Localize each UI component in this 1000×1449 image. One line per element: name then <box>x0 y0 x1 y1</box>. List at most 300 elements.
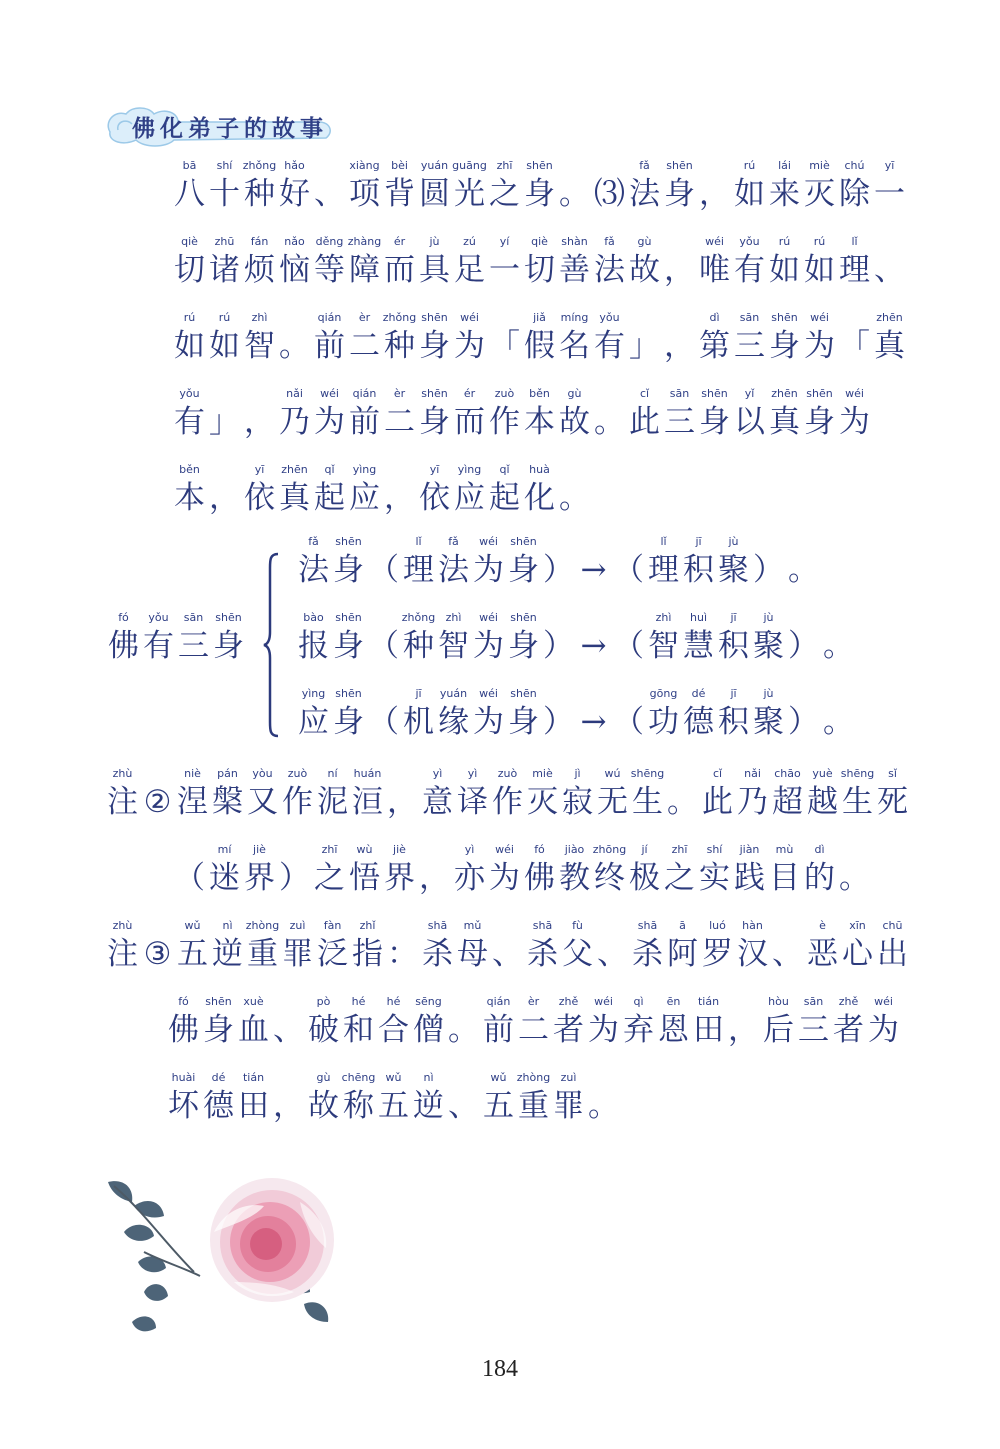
pinyin: bèi <box>391 159 408 172</box>
pinyin: shēn <box>666 159 693 172</box>
ruby-character <box>315 918 350 974</box>
ruby-character <box>506 686 541 742</box>
pinyin: yī <box>884 159 895 172</box>
hanzi: 五 <box>483 1088 514 1124</box>
pinyin: zú <box>463 235 476 248</box>
ruby-character <box>630 766 665 822</box>
pinyin: nì <box>423 1071 434 1084</box>
hanzi: 二 <box>384 404 415 440</box>
ruby-character <box>557 158 592 214</box>
ruby-character <box>681 610 716 666</box>
ruby-character <box>592 310 627 366</box>
hanzi: 身 <box>508 628 539 664</box>
hanzi: 有 <box>174 404 205 440</box>
hanzi: 为 <box>314 404 345 440</box>
ruby-character <box>207 842 242 898</box>
ruby-character <box>280 918 315 974</box>
hanzi: ） <box>279 860 310 896</box>
ruby-character <box>716 686 751 742</box>
ruby-character <box>726 994 761 1050</box>
hanzi: 故 <box>559 404 590 440</box>
hanzi: 理 <box>648 552 679 588</box>
hanzi: 界 <box>244 860 275 896</box>
ruby-character <box>662 234 697 290</box>
pinyin: huài <box>171 1071 196 1084</box>
ruby-character <box>732 234 767 290</box>
hanzi: 母 <box>457 936 488 972</box>
ruby-character <box>751 534 786 590</box>
pinyin: jù <box>763 687 774 700</box>
ruby-character <box>627 234 662 290</box>
pinyin: yòu <box>252 767 273 780</box>
ruby-character <box>471 610 506 666</box>
pinyin: qiè <box>531 235 548 248</box>
pinyin: hàn <box>742 919 763 932</box>
hanzi: 者 <box>833 1012 864 1048</box>
ruby-character <box>840 766 875 822</box>
ruby-character <box>662 158 697 214</box>
ruby-character <box>471 686 506 742</box>
pinyin: cǐ <box>639 387 650 400</box>
ruby-character <box>140 766 175 822</box>
hanzi: ） <box>543 552 574 588</box>
pinyin: shā <box>637 919 658 932</box>
ruby-character <box>417 842 452 898</box>
ruby-character <box>207 462 242 518</box>
ruby-character <box>242 842 277 898</box>
hanzi: 慧 <box>683 628 714 664</box>
hanzi: 目 <box>769 860 800 896</box>
pinyin: zhǒng <box>382 311 417 324</box>
ruby-character <box>592 842 627 898</box>
hanzi: 二 <box>349 328 380 364</box>
ruby-character <box>481 994 516 1050</box>
pinyin: xuè <box>243 995 264 1008</box>
hanzi: 等 <box>314 252 345 288</box>
hanzi: 父 <box>562 936 593 972</box>
pinyin: nǎo <box>284 235 305 248</box>
pinyin: jī <box>415 687 422 700</box>
ruby-character <box>277 386 312 442</box>
pinyin: zuò <box>287 767 308 780</box>
pinyin: bào <box>303 611 324 624</box>
pinyin: tián <box>242 1071 265 1084</box>
ruby-character <box>207 158 242 214</box>
pinyin: děng <box>315 235 344 248</box>
ruby-character <box>245 918 280 974</box>
pinyin: wéi <box>460 311 479 324</box>
ruby-character <box>557 234 592 290</box>
pinyin: lǐ <box>660 535 667 548</box>
ruby-character <box>306 994 341 1050</box>
hanzi: 功 <box>648 704 679 740</box>
ruby-character <box>411 994 446 1050</box>
pinyin: qián <box>486 995 511 1008</box>
ruby-character <box>446 1070 481 1126</box>
ruby-character <box>172 158 207 214</box>
ruby-character <box>697 158 732 214</box>
pinyin: qǐ <box>499 463 510 476</box>
pinyin: yì <box>432 767 443 780</box>
ruby-character <box>172 842 207 898</box>
pinyin: yǒu <box>599 311 620 324</box>
pinyin: qì <box>633 995 644 1008</box>
ruby-character <box>506 534 541 590</box>
hanzi: 德 <box>683 704 714 740</box>
pinyin: jí <box>641 843 648 856</box>
hanzi: 十 <box>209 176 240 212</box>
ruby-character <box>767 842 802 898</box>
ruby-character <box>411 1070 446 1126</box>
ruby-character <box>452 158 487 214</box>
pinyin: běn <box>179 463 200 476</box>
hanzi: 项 <box>349 176 380 212</box>
ruby-character <box>551 1070 586 1126</box>
hanzi: 身 <box>508 704 539 740</box>
pinyin: jī <box>695 535 702 548</box>
ruby-character <box>382 158 417 214</box>
hanzi: 智 <box>438 628 469 664</box>
ruby-character <box>347 842 382 898</box>
hanzi: ） <box>788 704 819 740</box>
pinyin: jù <box>763 611 774 624</box>
hanzi: 应 <box>349 480 380 516</box>
pinyin: yìng <box>352 463 377 476</box>
pinyin: miè <box>809 159 830 172</box>
pinyin: wú <box>604 767 621 780</box>
hanzi: 身 <box>333 552 364 588</box>
ruby-character <box>681 686 716 742</box>
hanzi: （ <box>613 628 644 664</box>
pinyin: huán <box>353 767 382 780</box>
pinyin: wéi <box>874 995 893 1008</box>
hanzi: 阿 <box>667 936 698 972</box>
hanzi: ） <box>543 628 574 664</box>
hanzi: 泛 <box>317 936 348 972</box>
hanzi: ， <box>244 404 275 440</box>
pinyin: wéi <box>479 611 498 624</box>
ruby-character <box>646 610 681 666</box>
ruby-character <box>821 610 856 666</box>
hanzi: 和 <box>343 1012 374 1048</box>
hanzi: 坏 <box>168 1088 199 1124</box>
pinyin: hǎo <box>284 159 305 172</box>
pinyin: wéi <box>479 687 498 700</box>
ruby-character <box>557 386 592 442</box>
hanzi: 一 <box>489 252 520 288</box>
pinyin: yuán <box>439 687 468 700</box>
ruby-character <box>166 994 201 1050</box>
hanzi: 作 <box>282 784 313 820</box>
hanzi: 唯 <box>699 252 730 288</box>
hanzi: 僧 <box>413 1012 444 1048</box>
ruby-character <box>366 686 401 742</box>
ruby-character <box>211 610 246 666</box>
pinyin: zhēn <box>876 311 903 324</box>
ruby-character <box>592 234 627 290</box>
hanzi: 罗 <box>702 936 733 972</box>
ruby-character <box>557 842 592 898</box>
hanzi: ， <box>699 176 730 212</box>
pinyin: zhě <box>838 995 859 1008</box>
hanzi: 切 <box>524 252 555 288</box>
ruby-character <box>821 686 856 742</box>
hanzi: 身 <box>419 328 450 364</box>
pinyin: gù <box>637 235 652 248</box>
text-line <box>166 1070 621 1126</box>
hanzi: 积 <box>718 628 749 664</box>
ruby-character <box>586 994 621 1050</box>
hanzi: 合 <box>378 1012 409 1048</box>
pinyin: zuì <box>289 919 306 932</box>
hanzi: 身 <box>333 628 364 664</box>
ruby-character <box>732 386 767 442</box>
ruby-character <box>175 766 210 822</box>
hanzi: 为 <box>473 552 504 588</box>
hanzi: 逆 <box>413 1088 444 1124</box>
ruby-character <box>751 610 786 666</box>
ruby-character <box>312 158 347 214</box>
hanzi: → <box>580 704 607 740</box>
ruby-character <box>796 994 831 1050</box>
hanzi: 、 <box>874 252 905 288</box>
ruby-character <box>455 918 490 974</box>
hanzi: 理 <box>839 252 870 288</box>
pinyin: shēn <box>510 535 537 548</box>
pinyin: yǐ <box>744 387 755 400</box>
ruby-character <box>627 386 662 442</box>
ruby-character <box>487 158 522 214</box>
hanzi: 血 <box>238 1012 269 1048</box>
ruby-character <box>627 158 662 214</box>
text-line <box>172 158 907 214</box>
hanzi: 杀 <box>632 936 663 972</box>
hanzi: 之 <box>489 176 520 212</box>
ruby-character <box>522 310 557 366</box>
pinyin: gù <box>567 387 582 400</box>
hanzi: 依 <box>244 480 275 516</box>
hanzi: 称 <box>343 1088 374 1124</box>
ruby-character <box>802 158 837 214</box>
ruby-character <box>560 766 595 822</box>
ruby-character <box>166 1070 201 1126</box>
ruby-character <box>452 310 487 366</box>
hanzi: 身 <box>664 176 695 212</box>
ruby-character <box>312 310 347 366</box>
pinyin: shēng <box>840 767 875 780</box>
hanzi: 缘 <box>438 704 469 740</box>
ruby-character <box>837 234 872 290</box>
ruby-character <box>347 310 382 366</box>
ruby-character <box>767 310 802 366</box>
hanzi: 汉 <box>737 936 768 972</box>
ruby-character <box>735 766 770 822</box>
pinyin: zhōng <box>592 843 627 856</box>
pinyin: wéi <box>810 311 829 324</box>
pinyin: ēn <box>666 995 681 1008</box>
ruby-character <box>420 766 455 822</box>
pinyin: shí <box>216 159 233 172</box>
hanzi: 「 <box>489 328 520 364</box>
ruby-character <box>487 234 522 290</box>
pinyin: ér <box>393 235 406 248</box>
ruby-character <box>732 842 767 898</box>
hanzi: 三 <box>664 404 695 440</box>
hanzi: 乃 <box>737 784 768 820</box>
hanzi: 三 <box>798 1012 829 1048</box>
hanzi: 诸 <box>209 252 240 288</box>
hanzi: 五 <box>177 936 208 972</box>
hanzi: （ <box>174 860 205 896</box>
pinyin: zhù <box>112 919 133 932</box>
pinyin: zhēn <box>771 387 798 400</box>
ruby-character <box>627 842 662 898</box>
pinyin: chāo <box>774 767 801 780</box>
ruby-character <box>446 994 481 1050</box>
ruby-character <box>837 158 872 214</box>
hanzi: （ <box>368 628 399 664</box>
ruby-character <box>837 310 872 366</box>
hanzi: 身 <box>203 1012 234 1048</box>
ruby-character <box>665 766 700 822</box>
hanzi: 前 <box>349 404 380 440</box>
hanzi: 本 <box>524 404 555 440</box>
pinyin: shēn <box>421 387 448 400</box>
pinyin: chū <box>882 919 903 932</box>
ruby-character <box>872 310 907 366</box>
hanzi: 以 <box>734 404 765 440</box>
pinyin: fǎ <box>639 159 650 172</box>
ruby-character <box>207 234 242 290</box>
hanzi: 有 <box>734 252 765 288</box>
ruby-character <box>172 462 207 518</box>
ruby-character <box>662 842 697 898</box>
pinyin: nǎi <box>744 767 761 780</box>
pinyin: shēn <box>510 611 537 624</box>
hanzi: ， <box>273 1088 304 1124</box>
ruby-character <box>385 918 420 974</box>
ruby-character <box>522 842 557 898</box>
hanzi: （ <box>613 552 644 588</box>
pinyin: zhì <box>251 311 268 324</box>
ruby-character <box>277 462 312 518</box>
pinyin: xiàng <box>349 159 380 172</box>
pinyin: qián <box>352 387 377 400</box>
pinyin: jiào <box>564 843 585 856</box>
pinyin: hòu <box>768 995 789 1008</box>
ruby-character <box>802 842 837 898</box>
hanzi: 的 <box>804 860 835 896</box>
pinyin: jù <box>728 535 739 548</box>
ruby-character <box>592 386 627 442</box>
ruby-character <box>522 234 557 290</box>
hanzi: 而 <box>454 404 485 440</box>
hanzi: 重 <box>247 936 278 972</box>
pinyin: shēn <box>335 687 362 700</box>
ruby-character <box>417 310 452 366</box>
hanzi: 积 <box>683 552 714 588</box>
pinyin: zuò <box>497 767 518 780</box>
ruby-character <box>522 386 557 442</box>
ruby-character <box>382 310 417 366</box>
ruby-character <box>490 918 525 974</box>
ruby-character <box>665 918 700 974</box>
ruby-character <box>481 1070 516 1126</box>
pinyin: zhòng <box>245 919 280 932</box>
ruby-character <box>315 766 350 822</box>
ruby-character <box>420 918 455 974</box>
hanzi: 身 <box>699 404 730 440</box>
ruby-character <box>341 1070 376 1126</box>
pinyin: èr <box>393 387 406 400</box>
pinyin: huì <box>690 611 707 624</box>
pinyin: yì <box>467 767 478 780</box>
hanzi: 乃 <box>279 404 310 440</box>
ruby-character <box>560 918 595 974</box>
ruby-character <box>700 918 735 974</box>
pinyin: zhì <box>445 611 462 624</box>
hanzi: （ <box>368 704 399 740</box>
ruby-character <box>417 386 452 442</box>
hanzi: 佛 <box>524 860 555 896</box>
hanzi: 译 <box>457 784 488 820</box>
ruby-character <box>242 234 277 290</box>
ruby-character <box>376 1070 411 1126</box>
running-header <box>104 102 334 150</box>
hanzi: 故 <box>308 1088 339 1124</box>
hanzi: 亦 <box>454 860 485 896</box>
ruby-character <box>350 766 385 822</box>
hanzi: 五 <box>378 1088 409 1124</box>
hanzi: 报 <box>298 628 329 664</box>
ruby-character <box>296 686 331 742</box>
hanzi: 弃 <box>623 1012 654 1048</box>
hanzi: 心 <box>842 936 873 972</box>
hanzi: 背 <box>384 176 415 212</box>
pinyin: jiè <box>253 843 266 856</box>
pinyin: yǒu <box>148 611 169 624</box>
ruby-character <box>242 158 277 214</box>
hanzi: 聚 <box>718 552 749 588</box>
hanzi: 」 <box>629 328 660 364</box>
hanzi: 越 <box>807 784 838 820</box>
pinyin: pán <box>217 767 238 780</box>
hanzi: 重 <box>518 1088 549 1124</box>
pinyin: zhī <box>671 843 688 856</box>
hanzi: 灭 <box>527 784 558 820</box>
ruby-character <box>700 766 735 822</box>
ruby-character <box>455 766 490 822</box>
pinyin: shēn <box>335 535 362 548</box>
ruby-character <box>417 158 452 214</box>
hanzi: 法 <box>594 252 625 288</box>
ruby-character <box>436 686 471 742</box>
ruby-character <box>401 534 436 590</box>
ruby-character <box>770 766 805 822</box>
pinyin: fán <box>250 235 269 248</box>
hanzi: 又 <box>247 784 278 820</box>
hanzi: 死 <box>877 784 908 820</box>
hanzi: 烦 <box>244 252 275 288</box>
text-line <box>105 918 910 974</box>
ruby-character <box>646 686 681 742</box>
hanzi: 。 <box>788 552 819 588</box>
hanzi: 身 <box>769 328 800 364</box>
hanzi: 泥 <box>317 784 348 820</box>
pinyin: gù <box>316 1071 331 1084</box>
ruby-character <box>172 386 207 442</box>
ruby-character <box>417 462 452 518</box>
